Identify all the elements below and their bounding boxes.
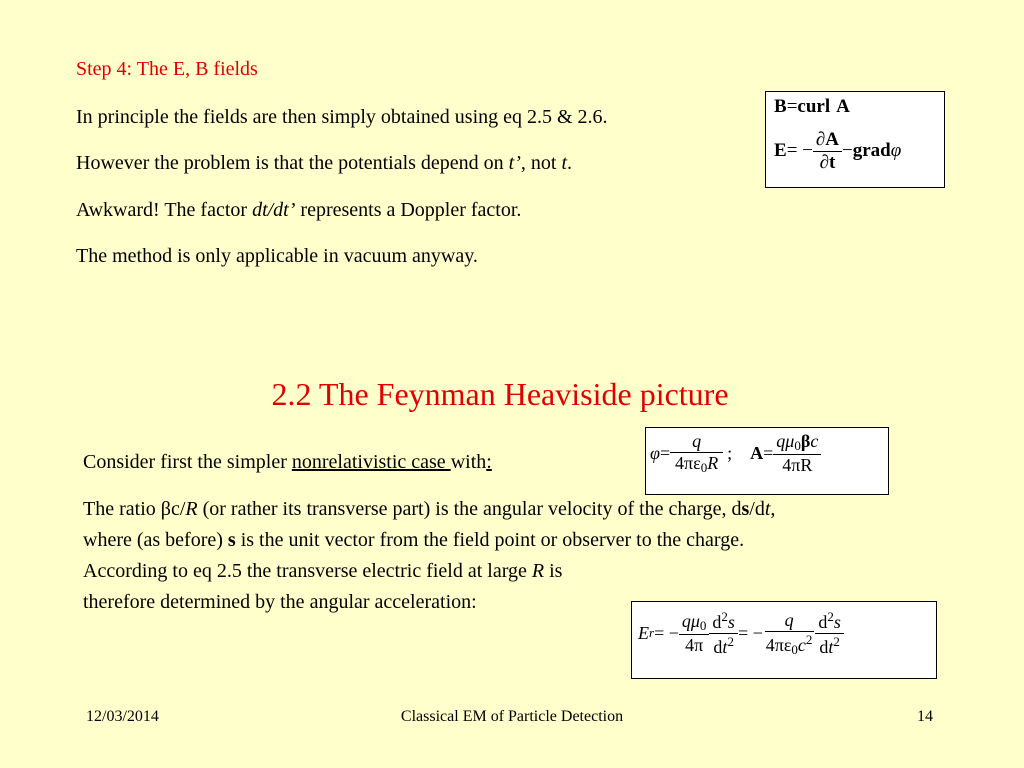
fraction-qmu-4piR: $\frac{q\mu_0\beta c}{4\pi R}$ xyxy=(773,432,821,475)
equation-box-er xyxy=(631,601,937,679)
fraction-q-4pieR: $\frac{q}{4\pi\varepsilon_0R}$ xyxy=(670,432,723,475)
step-title: Step 4: The E, B fields xyxy=(76,58,258,80)
equation-A: A xyxy=(750,442,764,463)
paragraph-angular xyxy=(83,494,983,618)
footer-page-number: 14 xyxy=(917,708,933,725)
fraction-dA-dt: $\frac{\partial A}{\partial t}$ xyxy=(813,130,842,173)
t-prime: t’ xyxy=(508,152,521,174)
paragraph-potentials: However the problem is that the potentials depend on t’, not t. xyxy=(76,152,573,174)
paragraph-doppler: Awkward! The factor dt/dt’ represents a Doppler factor. xyxy=(76,199,522,221)
fraction-d2s-dt2-b: $\frac{d^2s}{dt^2}$ xyxy=(815,610,844,657)
fraction-qmu-4pi: $\frac{q\mu_0}{4\pi}$ xyxy=(679,612,710,655)
equation-box-fields xyxy=(765,91,945,188)
footer-title: Classical EM of Particle Detection xyxy=(400,708,624,725)
equation-phi: φ = $\frac{q}{4\pi\varepsilon_0R}$ ; A = $\frac{q\mu_0\beta c}{4\pi R}$ xyxy=(650,432,821,475)
nonrelativistic-case-link[interactable]: nonrelativistic case xyxy=(291,451,451,473)
equation-b-curl: B = curl A xyxy=(774,96,850,117)
section-title: 2.2 The Feynman Heaviside picture xyxy=(271,376,729,412)
line-therefore: therefore determined by the angular acceleration: xyxy=(83,591,477,613)
line-ratio: The ratio βc/R (or rather its transverse part) is the angular velocity of the charge, ds/dt, xyxy=(83,498,776,520)
footer-date: 12/03/2014 xyxy=(86,708,159,725)
paragraph-vacuum: The method is only applicable in vacuum anyway. xyxy=(76,245,478,267)
fraction-d2s-dt2-a: $\frac{d^2s}{dt^2}$ xyxy=(709,610,738,657)
fraction-q-4piec2: $\frac{q}{4\pi\varepsilon_0c^2}$ xyxy=(765,609,813,657)
line-according: According to eq 2.5 the transverse electric field at large R is xyxy=(83,560,563,582)
equation-e-grad: E = − $\frac{\partial A}{\partial t}$ − grad φ xyxy=(774,129,902,173)
t-var: t xyxy=(561,152,568,174)
paragraph-consider: Consider first the simpler nonrelativistic case with: xyxy=(83,451,492,473)
line-where: where (as before) s is the unit vector from the field point or observer to the charge. xyxy=(83,529,745,551)
equation-er: E r = − $\frac{q\mu_0}{4\pi}$ $\frac{d^2s}{dt^2}$ = − $\frac{q}{4\pi\varepsilon_0c^2}$ $\frac{d^2s}{dt^2}$ xyxy=(638,610,844,657)
doppler-factor: dt/dt’ xyxy=(252,199,296,221)
equation-box-potentials xyxy=(645,427,889,495)
paragraph-principle: In principle the fields are then simply obtained using eq 2.5 & 2.6. xyxy=(76,106,608,128)
